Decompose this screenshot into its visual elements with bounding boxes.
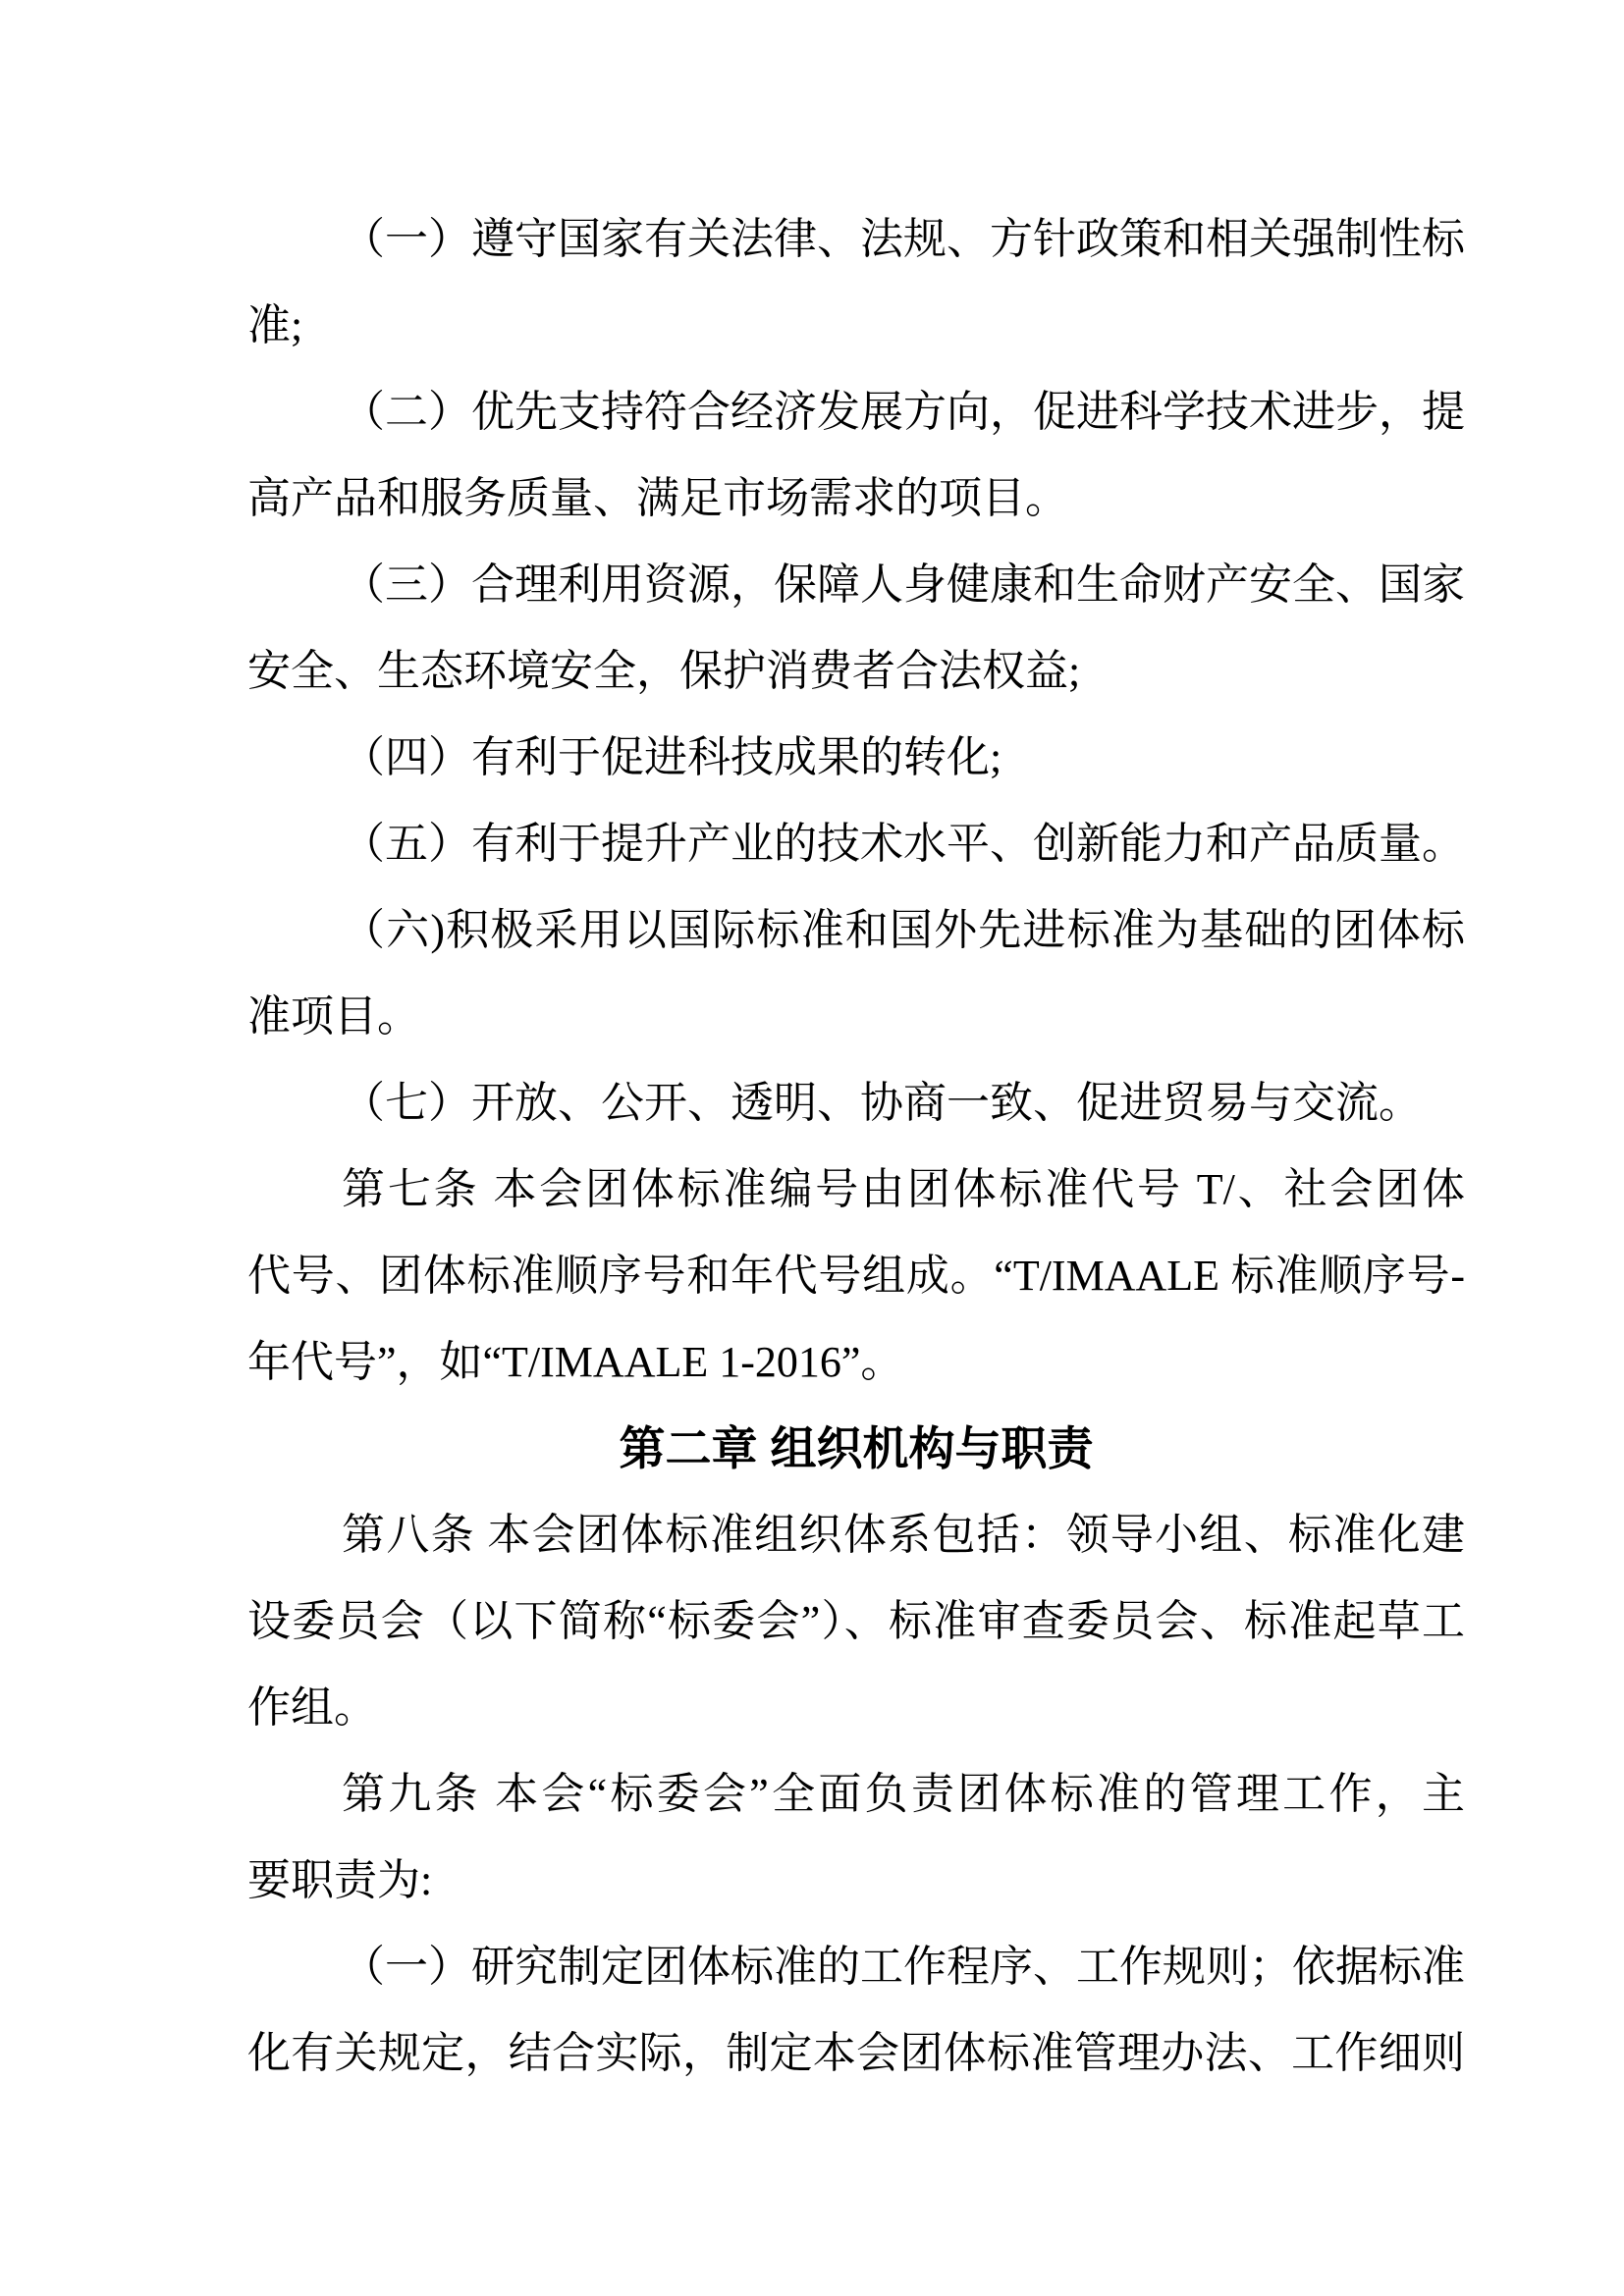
text-line: 化有关规定，结合实际，制定本会团体标准管理办法、工作细则 xyxy=(247,2029,1465,2077)
text-line: （一）遵守国家有关法律、法规、方针政策和相关强制性标 xyxy=(342,215,1465,263)
text-line: 第八条 本会团体标准组织体系包括：领导小组、标准化建 xyxy=(342,1511,1465,1559)
text-line: （三）合理利用资源，保障人身健康和生命财产安全、国家 xyxy=(342,561,1465,609)
text-line: 代号、团体标准顺序号和年代号组成。“T/IMAALE 标准顺序号- xyxy=(247,1252,1465,1300)
text-line: （五）有利于提升产业的技术水平、创新能力和产品质量。 xyxy=(342,820,1465,868)
text-line: （四）有利于促进科技成果的转化; xyxy=(342,733,1002,781)
text-line: 安全、生态环境安全，保护消费者合法权益; xyxy=(247,647,1081,695)
text-line: 设委员会（以下简称“标委会”）、标准审查委员会、标准起草工 xyxy=(247,1597,1465,1645)
text-line: （七）开放、公开、透明、协商一致、促进贸易与交流。 xyxy=(342,1079,1422,1127)
chapter-heading: 第二章 组织机构与职责 xyxy=(619,1422,1094,1474)
text-line: 要职责为: xyxy=(247,1856,433,1904)
text-line: 准; xyxy=(247,301,303,349)
text-line: （六)积极采用以国际标准和国外先进标准为基础的团体标 xyxy=(342,906,1465,954)
text-line: 准项目。 xyxy=(247,992,420,1041)
document-body xyxy=(247,196,1465,2097)
text-line: （二）优先支持符合经济发展方向，促进科学技术进步，提 xyxy=(342,388,1465,436)
text-line: 高产品和服务质量、满足市场需求的项目。 xyxy=(247,474,1068,522)
text-line: 第九条 本会“标委会”全面负责团体标准的管理工作，主 xyxy=(342,1770,1465,1818)
text-line: 年代号”，如“T/IMAALE 1-2016”。 xyxy=(247,1338,904,1386)
text-line: 作组。 xyxy=(247,1683,377,1732)
text-line: 第七条 本会团体标准编号由团体标准代号 T/、社会团体 xyxy=(342,1165,1465,1213)
text-line: （一）研究制定团体标准的工作程序、工作规则；依据标准 xyxy=(342,1943,1465,1991)
